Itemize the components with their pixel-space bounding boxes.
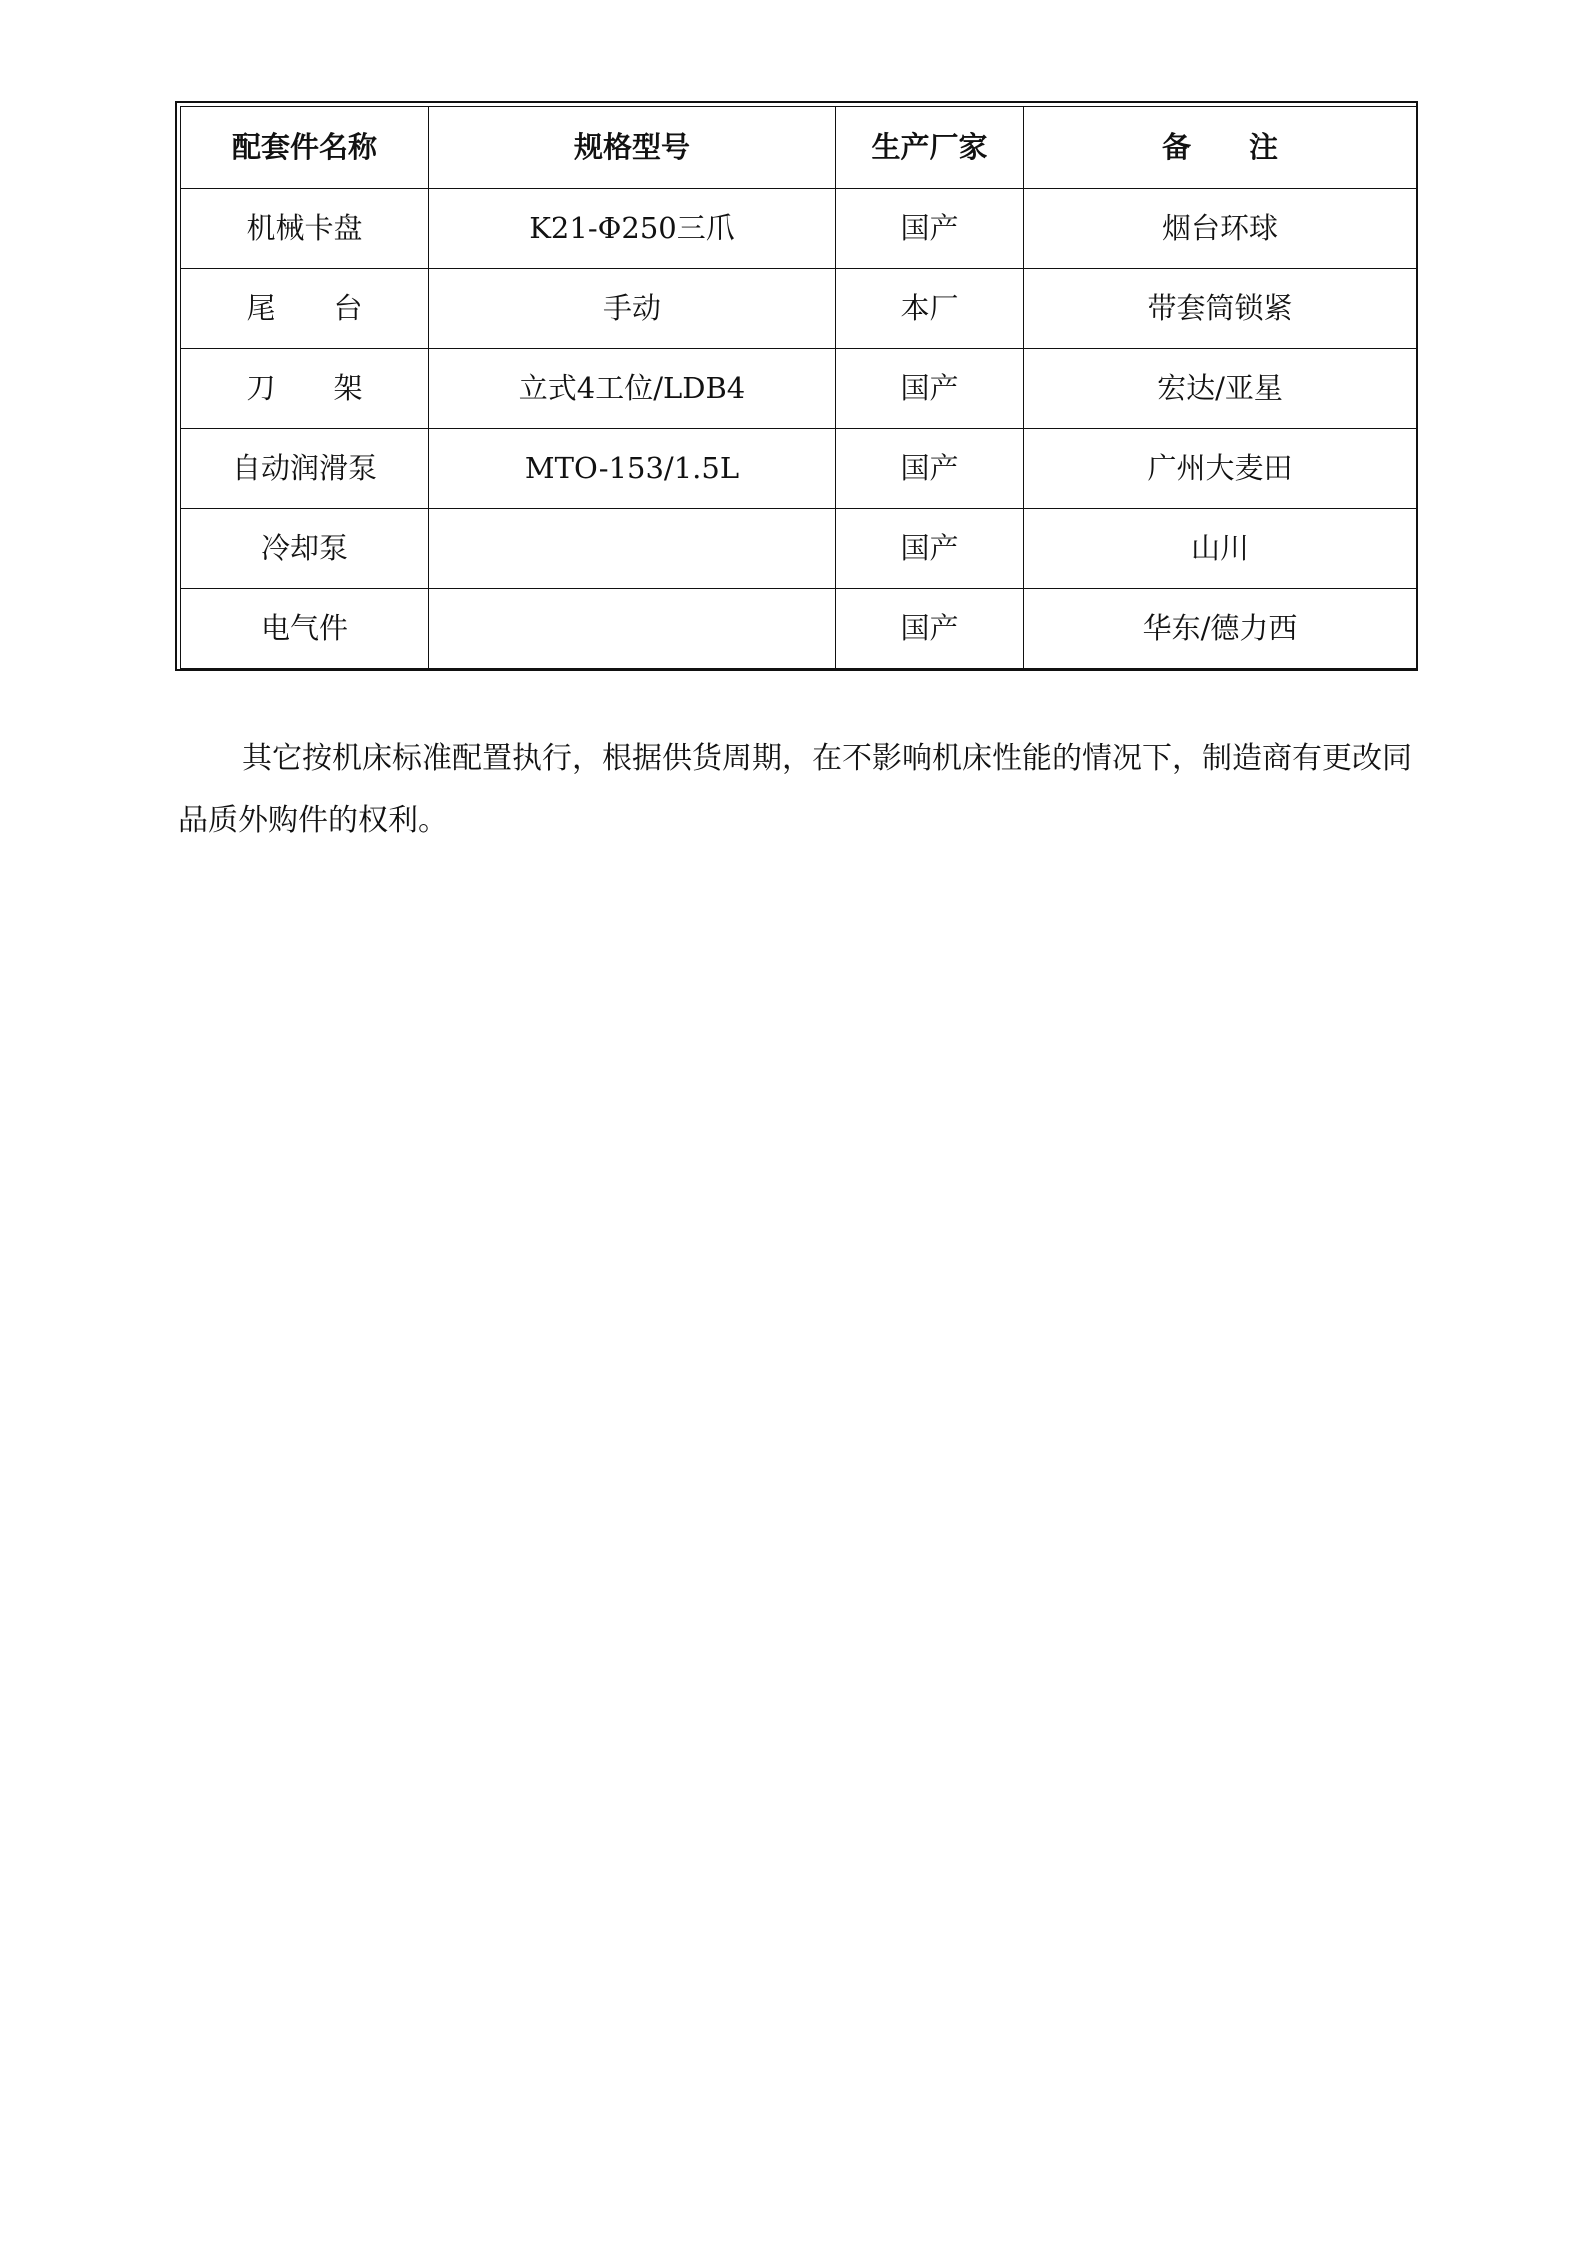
cell-spec-model	[429, 509, 836, 589]
cell-accessory-name: 机械卡盘	[181, 189, 429, 269]
note-paragraph: 其它按机床标准配置执行，根据供货周期，在不影响机床性能的情况下，制造商有更改同品质外购件的权利。	[178, 741, 1412, 838]
table-row	[181, 269, 1417, 349]
cell-accessory-name: 自动润滑泵	[181, 429, 429, 509]
cell-spec-model: K21-Φ250三爪	[429, 189, 836, 269]
cell-spec-model	[429, 589, 836, 669]
header-manufacturer: 生产厂家	[836, 107, 1024, 189]
header-spec-model: 规格型号	[429, 107, 836, 189]
cell-accessory-name: 刀 架	[181, 349, 429, 429]
cell-spec-model: 手动	[429, 269, 836, 349]
cell-remarks: 宏达/亚星	[1024, 349, 1417, 429]
table-row	[181, 429, 1417, 509]
cell-remarks: 烟台环球	[1024, 189, 1417, 269]
accessory-table-frame	[175, 101, 1418, 671]
cell-manufacturer: 国产	[836, 189, 1024, 269]
header-remarks: 备 注	[1024, 107, 1417, 189]
table-row	[181, 189, 1417, 269]
table-row	[181, 349, 1417, 429]
cell-manufacturer: 本厂	[836, 269, 1024, 349]
cell-manufacturer: 国产	[836, 589, 1024, 669]
header-accessory-name: 配套件名称	[181, 107, 429, 189]
cell-accessory-name: 尾 台	[181, 269, 429, 349]
table-row	[181, 509, 1417, 589]
table-row	[181, 589, 1417, 669]
cell-accessory-name: 电气件	[181, 589, 429, 669]
cell-manufacturer: 国产	[836, 429, 1024, 509]
cell-manufacturer: 国产	[836, 509, 1024, 589]
cell-manufacturer: 国产	[836, 349, 1024, 429]
cell-remarks: 山川	[1024, 509, 1417, 589]
cell-remarks: 华东/德力西	[1024, 589, 1417, 669]
cell-spec-model: 立式4工位/LDB4	[429, 349, 836, 429]
table-header-row	[181, 107, 1417, 189]
cell-remarks: 广州大麦田	[1024, 429, 1417, 509]
cell-remarks: 带套筒锁紧	[1024, 269, 1417, 349]
accessory-table	[180, 106, 1417, 669]
cell-spec-model: MTO-153/1.5L	[429, 429, 836, 509]
cell-accessory-name: 冷却泵	[181, 509, 429, 589]
